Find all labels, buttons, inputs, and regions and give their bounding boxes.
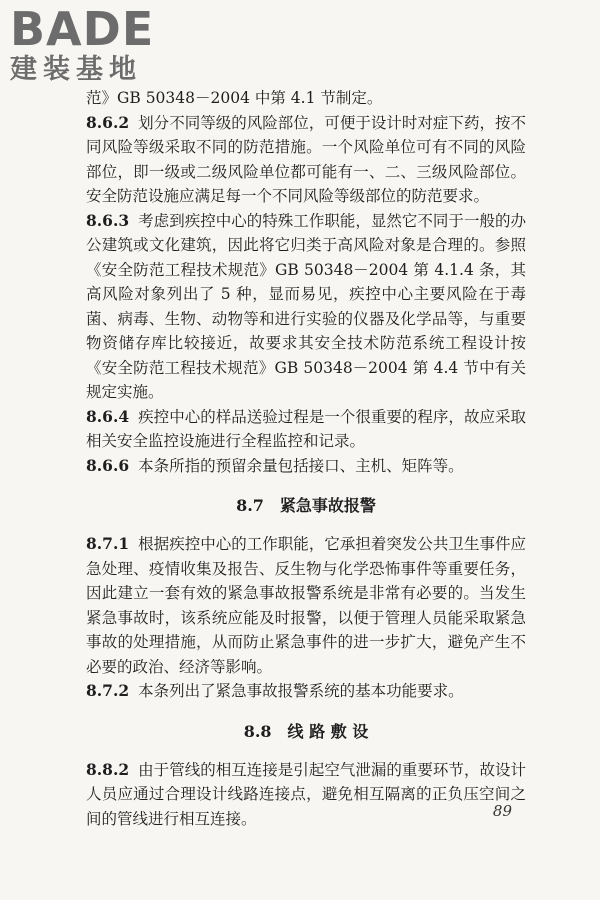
- clause-8-8-2: [86, 758, 526, 832]
- clause-text: 本条列出了紧急事故报警系统的基本功能要求。: [138, 682, 464, 700]
- clause-8-6-2: [86, 111, 526, 209]
- clause-number: 8.6.3: [86, 210, 130, 230]
- clause-8-7-1: [86, 532, 526, 679]
- logo-wordmark: BADE: [10, 2, 155, 56]
- bade-logo: [10, 2, 155, 86]
- clause-8-6-4: [86, 405, 526, 454]
- clause-text: 划分不同等级的风险部位，可便于设计时对症下药，按不同风险等级采取不同的防范措施。一个风险单位可有不同的风险部位，即一级或二级风险单位都可能有一、二、三级风险部位。安全防范设施应满足每一个不同风险等级部位的防范要求。: [86, 113, 526, 205]
- clause-text: 由于管线的相互连接是引起空气泄漏的重要环节，故设计人员应通过合理设计线路连接点，避免相互隔离的正负压空间之间的管线进行相互连接。: [86, 760, 526, 828]
- paragraph-continuation: [86, 86, 526, 111]
- clause-text: 本条所指的预留余量包括接口、主机、矩阵等。: [138, 456, 464, 475]
- clause-number: 8.6.2: [86, 112, 130, 132]
- logo-chinese-text: 建装基地: [10, 54, 142, 85]
- page-number: 89: [492, 802, 512, 820]
- clause-number: 8.8.2: [86, 759, 130, 779]
- clause-8-7-2: [86, 679, 526, 704]
- clause-number: 8.7.1: [86, 534, 130, 553]
- clause-number: 8.7.2: [86, 681, 130, 700]
- clause-text: 考虑到疾控中心的特殊工作职能，显然它不同于一般的办公建筑或文化建筑，因此将它归类于高风险对象是合理的。参照《安全防范工程技术规范》GB 50348－2004 第 4.1.4 条，其高风险对象列出了 5 种，显而易见，疾控中心主要风险在于毒菌、病毒、生物、动物等和进行实验的仪器及化学品等，与重要物资储存库比较接近，故要求其安全技术防范系统工程设计按《安全防范工程技术规范》GB 50348－2004 第 4.4 节中有关规定实施。: [86, 211, 526, 401]
- section-heading-8-8: 8.8 线 路 敷 设: [243, 721, 369, 741]
- paragraph-text: 范》GB 50348－2004 中第 4.1 节制定。: [86, 89, 383, 107]
- section-heading-8-7: 8.7 紧急事故报警: [236, 496, 376, 515]
- clause-number: 8.6.6: [86, 455, 130, 475]
- clause-text: 疾控中心的样品送验过程是一个很重要的程序，故应采取相关安全监控设施进行全程监控和记录。: [86, 407, 526, 450]
- clause-number: 8.6.4: [86, 406, 130, 426]
- document-body: [86, 86, 526, 831]
- clause-text: 根据疾控中心的工作职能，它承担着突发公共卫生事件应急处理、疫情收集及报告、反生物与化学恐怖事件等重要任务，因此建立一套有效的紧急事故报警系统是非常有必要的。当发生紧急事故时，该系统应能及时报警，以便于管理人员能采取紧急事故的处理措施，从而防止紧急事件的进一步扩大，避免产生不必要的政治、经济等影响。: [86, 535, 526, 676]
- clause-8-6-3: [86, 209, 526, 405]
- clause-8-6-6: [86, 454, 526, 479]
